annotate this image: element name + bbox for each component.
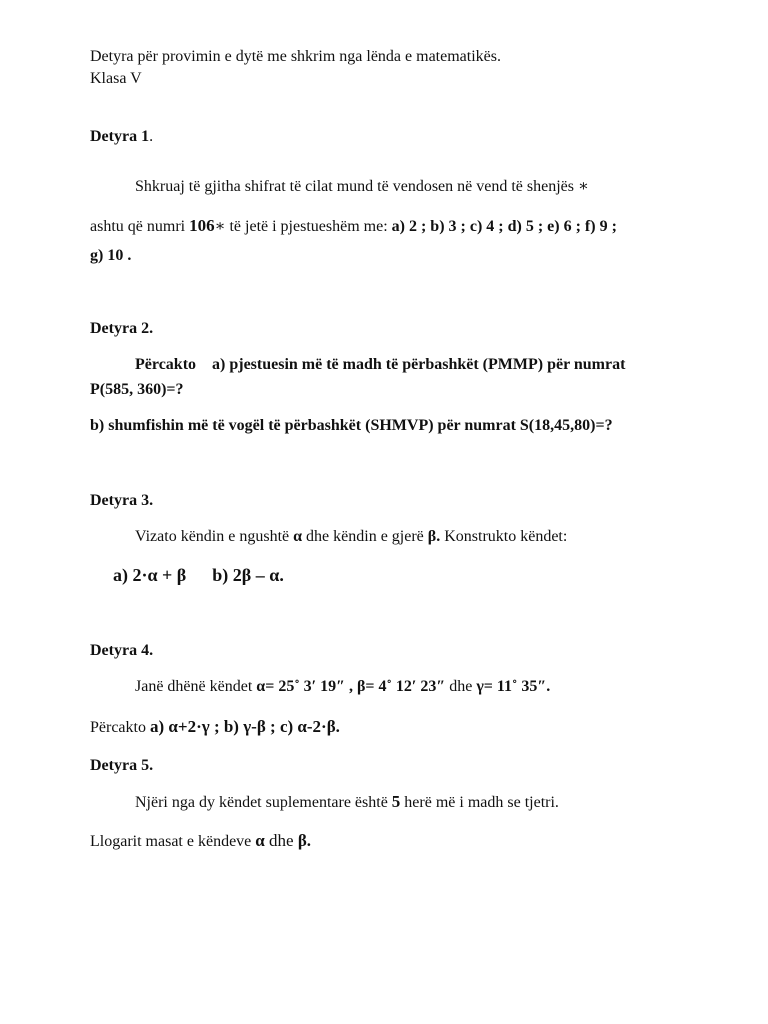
task1-title: Detyra 1 (90, 128, 150, 145)
task1-line2-text: ashtu që numri (90, 218, 190, 235)
header-class: Klasa V (90, 70, 142, 87)
task1-line3: g) 10 . (90, 247, 132, 264)
task1-title-suffix: . (149, 128, 154, 145)
task2-title: Detyra 2. (90, 320, 154, 337)
task2-line1 (135, 355, 625, 375)
task3-title: Detyra 3. (90, 492, 154, 509)
task3-beta: β. (427, 528, 441, 545)
task1-line1: Shkruaj të gjitha shifrat të cilat mund të vendosen në vend të shenjës ∗ (135, 178, 589, 195)
task3-line1 (135, 527, 567, 547)
task3-line1-a: Vizato këndin e ngushtë (135, 528, 294, 545)
task2-line2: P(585, 360)=? (90, 381, 184, 398)
task4-line1-b: dhe (445, 678, 477, 695)
task4-line1-a: Janë dhënë këndet (135, 678, 257, 695)
task1-options: a) 2 ; b) 3 ; c) 4 ; d) 5 ; e) 6 ; f) 9 ; (391, 218, 617, 235)
task5-line2-a: Llogarit masat e këndeve (90, 833, 256, 850)
task5-dhe: dhe (264, 831, 298, 850)
task5-alpha: α (255, 831, 265, 850)
task5-beta: β. (297, 831, 312, 850)
task3-line2-b: b) 2β – α. (212, 565, 284, 585)
task4-gamma: γ= 11˚ 35″. (476, 678, 551, 695)
task2-line1-b: a) pjestuesin më të madh të përbashkët (PMMP) për numrat (212, 356, 626, 373)
task4-alpha-beta: α= 25˚ 3′ 19″ , β= 4˚ 12′ 23″ (256, 678, 446, 695)
task4-line2 (90, 717, 340, 738)
task4-line1 (135, 677, 550, 697)
task4-expressions: a) α+2·γ ; b) γ-β ; c) α-2·β. (149, 717, 340, 736)
task3-alpha: α (293, 528, 303, 545)
task5-line2 (90, 831, 311, 852)
task5-number: 5 (391, 792, 401, 811)
task2-line3: b) shumfishin më të vogël të përbashkët (SHMVP) për numrat S(18,45,80)=? (90, 417, 613, 434)
task3-line1-c: Konstrukto këndet: (440, 528, 568, 545)
task3-line1-b: dhe këndin e gjerë (302, 528, 428, 545)
header-title: Detyra për provimin e dytë me shkrim nga lënda e matematikës. (90, 48, 501, 65)
task1-line2-rest: të jetë i pjestueshëm me: (225, 218, 392, 235)
task3-line2-a: a) 2·α + β (113, 565, 187, 585)
task1-number: 106 (189, 216, 215, 235)
task1-heading (90, 127, 153, 147)
task1-star: ∗ (214, 218, 226, 235)
task2-line1-a: Përcakto (135, 356, 197, 373)
task4-line2-a: Përcakto (90, 719, 150, 736)
task5-line1-b: herë më i madh se tjetri. (400, 794, 559, 811)
task3-line2 (113, 565, 284, 585)
task5-line1-a: Njëri nga dy këndet suplementare është (135, 794, 392, 811)
task5-line1 (135, 792, 559, 813)
task5-title: Detyra 5. (90, 757, 154, 774)
task4-title: Detyra 4. (90, 642, 154, 659)
task1-line2 (90, 216, 617, 237)
